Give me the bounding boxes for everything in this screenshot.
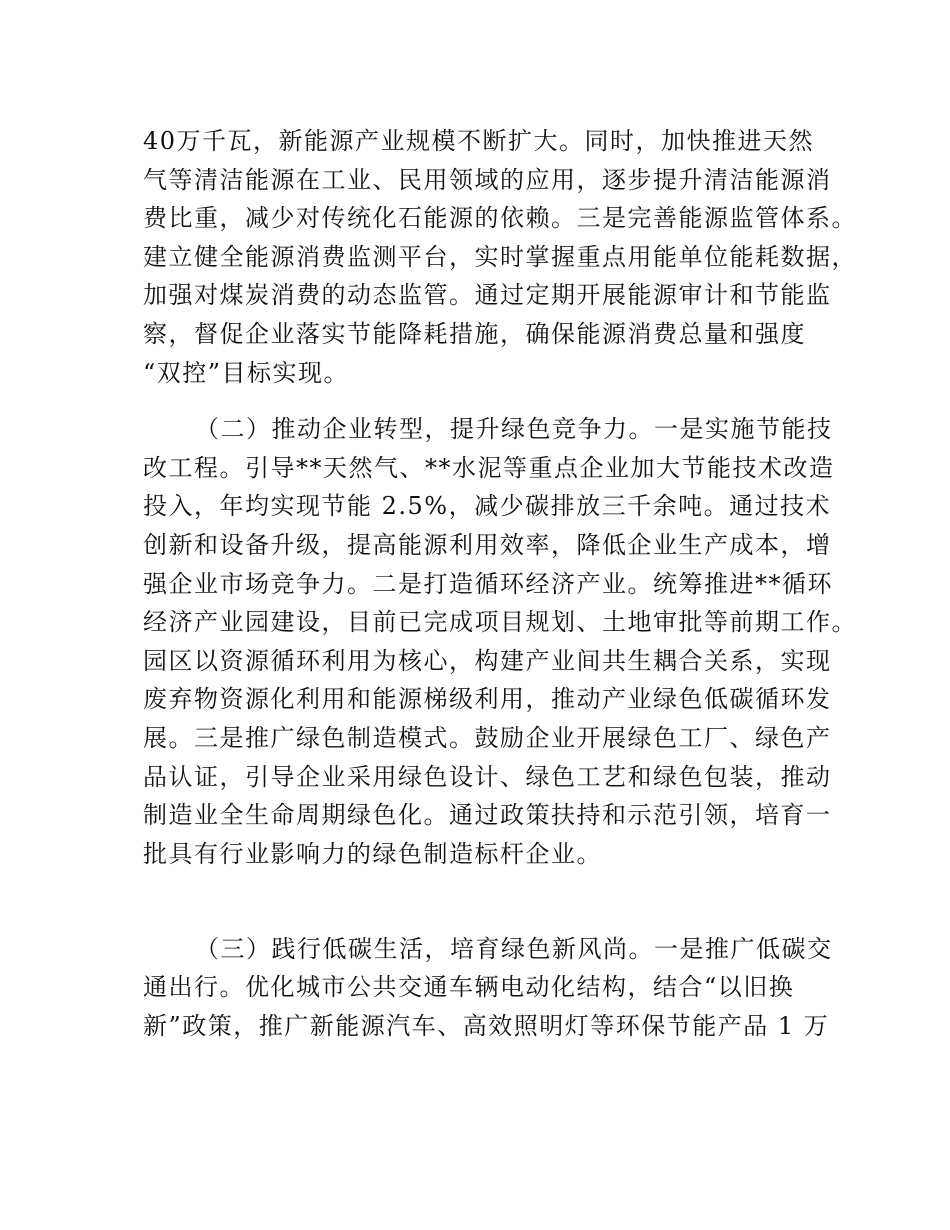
text-line: 制造业全生命周期绿色化。通过政策扶持和示范引领，培育一 <box>143 801 832 830</box>
text-line: 废弃物资源化利用和能源梯级利用，推动产业绿色低碳循环发 <box>143 685 832 714</box>
text-line: 费比重，减少对传统化石能源的依赖。三是完善能源监管体系。 <box>143 204 857 233</box>
text-line: 品认证，引导企业采用绿色设计、绿色工艺和绿色包装，推动 <box>143 762 832 791</box>
text-line: 察，督促企业落实节能降耗措施，确保能源消费总量和强度 <box>143 319 806 348</box>
text-line: 40万千瓦，新能源产业规模不断扩大。同时，加快推进天然 <box>143 127 815 155</box>
text-line: 投入，年均实现节能 2.5%，减少碳排放三千余吨。通过技术 <box>143 492 832 521</box>
document-body <box>143 122 857 1046</box>
text-line: 通出行。优化城市公共交通车辆电动化结构，结合“以旧换 <box>143 973 795 1002</box>
paragraph-gap <box>143 392 823 410</box>
text-line: 强企业市场竞争力。二是打造循环经济产业。统筹推进**循环 <box>143 569 833 598</box>
text-line <box>143 873 823 912</box>
text-line: 新”政策，推广新能源汽车、高效照明灯等环保节能产品 1 万 <box>143 1012 830 1041</box>
text-line: “双控”目标实现。 <box>143 358 350 387</box>
section-heading-line: （三）践行低碳生活，培育绿色新风尚。一是推广低碳交 <box>195 934 833 963</box>
text-line: 改工程。引导**天然气、**水泥等重点企业加大节能技术改造 <box>143 453 835 482</box>
text-line: 气等清洁能源在工业、民用领域的应用，逐步提升清洁能源消 <box>143 165 832 194</box>
text-line: 经济产业园建设，目前已完成项目规划、土地审批等前期工作。 <box>143 608 857 637</box>
text-line: 建立健全能源消费监测平台，实时掌握重点用能单位能耗数据， <box>143 242 857 271</box>
text-line: 园区以资源循环利用为核心，构建产业间共生耦合关系，实现 <box>143 646 832 675</box>
text-line: 创新和设备升级，提高能源利用效率，降低企业生产成本，增 <box>143 530 832 559</box>
paragraph-gap <box>143 912 823 930</box>
paragraph-low-carbon-life <box>143 930 833 1046</box>
text-line: 加强对煤炭消费的动态监管。通过定期开展能源审计和节能监 <box>143 281 832 310</box>
text-line: 批具有行业影响力的绿色制造标杆企业。 <box>143 839 602 868</box>
paragraph-energy-supervision <box>143 122 857 392</box>
paragraph-enterprise-transformation <box>143 410 857 912</box>
section-heading-line: （二）推动企业转型，提升绿色竞争力。一是实施节能技 <box>195 415 833 444</box>
text-line: 展。三是推广绿色制造模式。鼓励企业开展绿色工厂、绿色产 <box>143 723 832 752</box>
